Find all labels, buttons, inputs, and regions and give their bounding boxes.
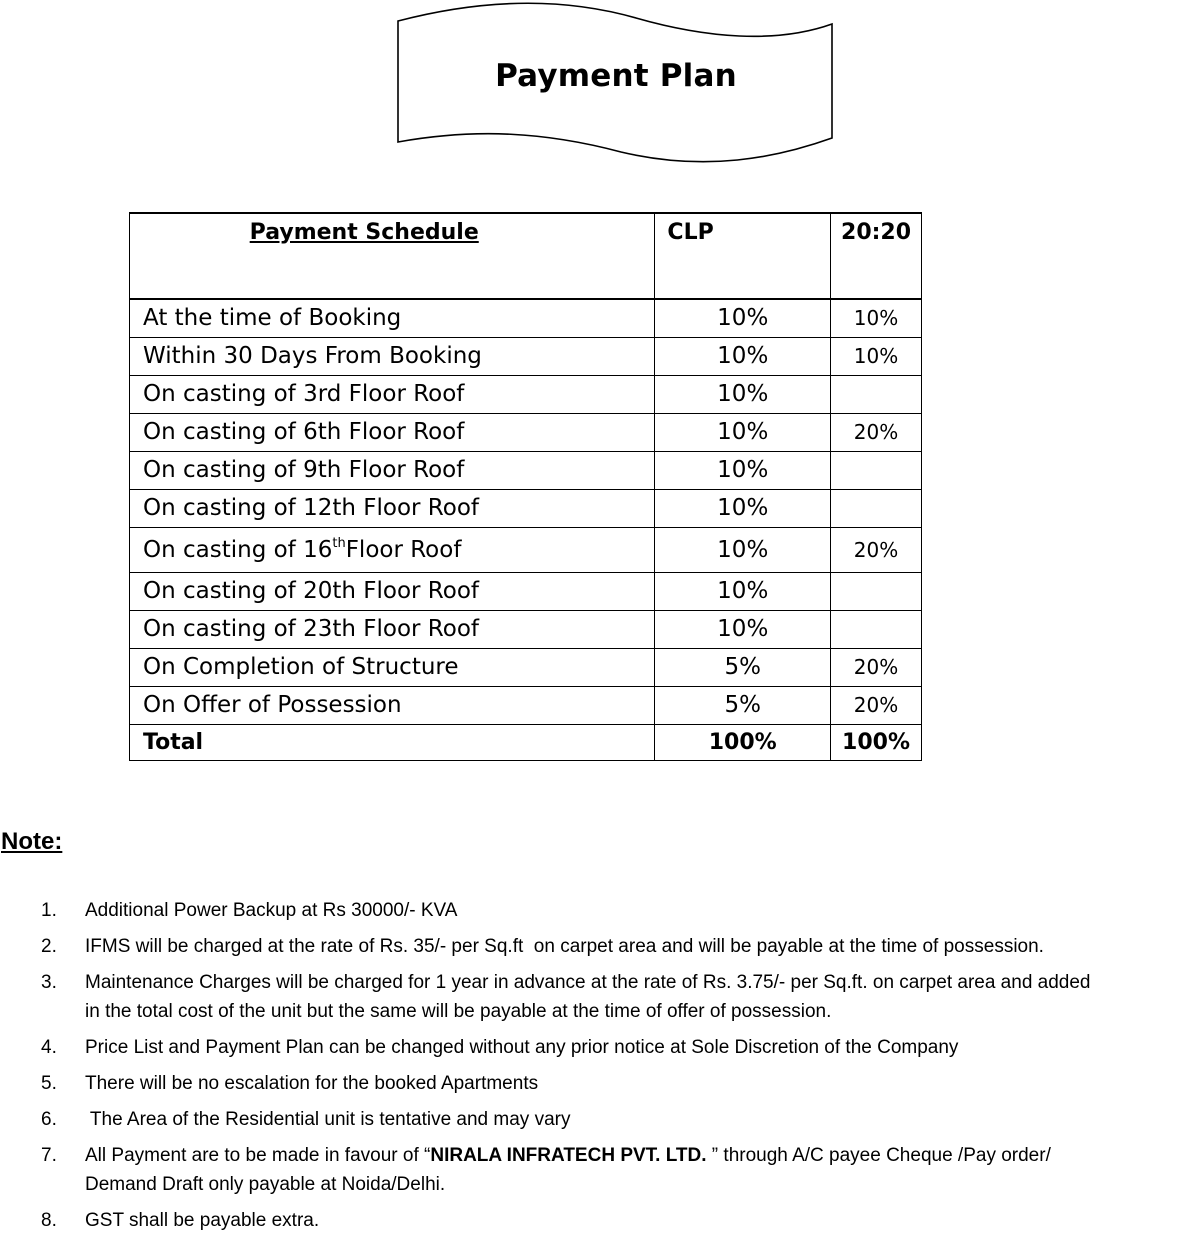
list-item-number: 4. [41,1037,57,1058]
row-clp-value: 10% [655,490,831,528]
list-item-text-continued: Demand Draft only payable at Noida/Delhi. [85,1174,446,1195]
row-label-suffix: Floor Roof [345,537,462,563]
table-row [130,611,922,649]
list-item-text: There will be no escalation for the booked Apartments [85,1073,539,1094]
row-clp-value: 5% [655,649,831,687]
row-twenty-twenty-value [831,452,922,490]
row-label [130,528,655,573]
row-label: Within 30 Days From Booking [130,338,655,376]
row-clp-value: 5% [655,687,831,725]
row-twenty-twenty-value: 20% [831,528,922,573]
table-row [130,687,922,725]
list-item [0,896,1200,925]
page-title: Payment Plan [495,58,737,94]
row-clp-value: 10% [655,338,831,376]
list-item-number: 1. [41,900,57,921]
total-label: Total [130,725,655,761]
row-label: On casting of 6th Floor Roof [130,414,655,452]
header-payment-schedule: Payment Schedule [130,213,655,299]
row-clp-value: 10% [655,299,831,338]
table-row [130,490,922,528]
list-item-text [85,1141,1200,1170]
list-item-number: 2. [41,936,57,957]
table-row [130,573,922,611]
row-twenty-twenty-value [831,490,922,528]
table-row [130,528,922,573]
list-item-number: 5. [41,1073,57,1094]
row-clp-value: 10% [655,414,831,452]
row-twenty-twenty-value [831,611,922,649]
header-clp: CLP [655,213,831,299]
list-item-text-continued: in the total cost of the unit but the same will be payable at the time of offer of possession. [85,1001,832,1022]
table-row [130,414,922,452]
row-label: On casting of 23th Floor Roof [130,611,655,649]
list-item-text: Maintenance Charges will be charged for 1 year in advance at the rate of Rs. 3.75/- per Sq.ft. on carpet area and added [85,972,1091,993]
list-item [0,968,1200,1026]
note-heading: Note: [1,828,63,855]
row-label: On casting of 9th Floor Roof [130,452,655,490]
list-item [0,932,1200,961]
list-item [0,1141,1200,1199]
list-item-text: IFMS will be charged at the rate of Rs. 35/- per Sq.ft on carpet area and will be payable at the time of possession. [85,936,1044,957]
row-twenty-twenty-value: 20% [831,414,922,452]
row-twenty-twenty-value: 10% [831,338,922,376]
list-item-text: The Area of the Residential unit is tentative and may vary [85,1109,571,1130]
list-item [0,1105,1200,1134]
header-twenty-twenty: 20:20 [831,213,922,299]
payment-schedule-table [129,212,922,761]
row-label-superscript: th [332,536,346,551]
list-item-number: 6. [41,1109,57,1130]
list-item [0,1206,1200,1235]
company-name: NIRALA INFRATECH PVT. LTD. [430,1145,707,1166]
row-clp-value: 10% [655,611,831,649]
list-item-text: Additional Power Backup at Rs 30000/- KVA [85,900,458,921]
row-twenty-twenty-value [831,573,922,611]
row-clp-value: 10% [655,528,831,573]
total-twenty-twenty-value: 100% [831,725,922,761]
row-twenty-twenty-value: 20% [831,649,922,687]
list-item [0,1033,1200,1062]
total-clp-value: 100% [655,725,831,761]
list-item-number: 8. [41,1210,57,1231]
note-list [0,896,1200,1242]
table-row [130,338,922,376]
table-total-row [130,725,922,761]
row-label: On casting of 20th Floor Roof [130,573,655,611]
row-twenty-twenty-value [831,376,922,414]
row-clp-value: 10% [655,376,831,414]
row-label: On Offer of Possession [130,687,655,725]
row-clp-value: 10% [655,452,831,490]
table-row [130,299,922,338]
table-row [130,376,922,414]
table-row [130,649,922,687]
row-label-prefix: On casting of 16 [143,537,333,563]
row-label: On casting of 12th Floor Roof [130,490,655,528]
row-label: At the time of Booking [130,299,655,338]
list-item-text: Price List and Payment Plan can be changed without any prior notice at Sole Discretion of the Company [85,1037,959,1058]
row-label: On Completion of Structure [130,649,655,687]
row-clp-value: 10% [655,573,831,611]
list-item-text-pre: All Payment are to be made in favour of “ [85,1145,431,1166]
table-header-row [130,213,922,299]
row-label: On casting of 3rd Floor Roof [130,376,655,414]
list-item-text: GST shall be payable extra. [85,1210,320,1231]
row-twenty-twenty-value: 10% [831,299,922,338]
list-item [0,1069,1200,1098]
list-item-number: 7. [41,1145,57,1166]
list-item-number: 3. [41,972,57,993]
table-row [130,452,922,490]
payment-plan-banner [396,2,836,168]
row-twenty-twenty-value: 20% [831,687,922,725]
list-item-text-post: ” through A/C payee Cheque /Pay order/ [706,1145,1051,1166]
